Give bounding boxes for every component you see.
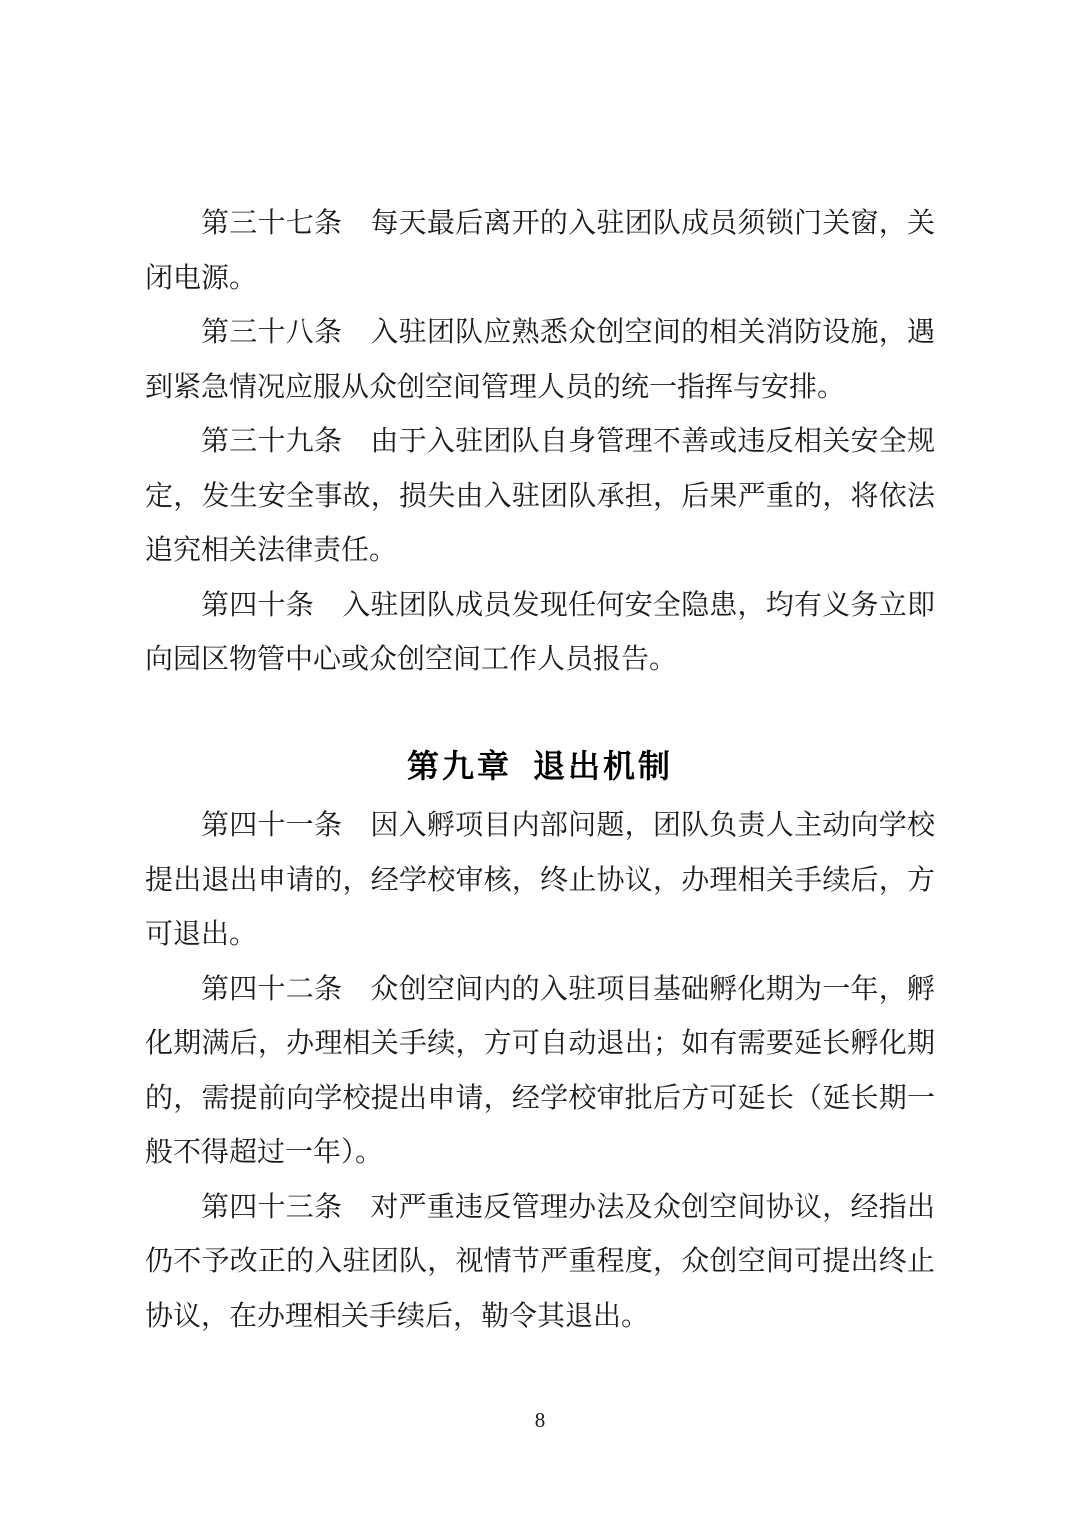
article-43-paragraph: 第四十三条 对严重违反管理办法及众创空间协议，经指出仍不予改正的入驻团队，视情节严重程度，众创空间可提出终止协议，在办理相关手续后，勒令其退出。 [145, 1191, 935, 1332]
article-40-paragraph: 第四十条 入驻团队成员发现任何安全隐患，均有义务立即向园区物管中心或众创空间工作人员报告。 [145, 589, 935, 675]
article-39-paragraph: 第三十九条 由于入驻团队自身管理不善或违反相关安全规定，发生安全事故，损失由入驻团队承担，后果严重的，将依法追究相关法律责任。 [145, 426, 935, 566]
article-42-paragraph: 第四十二条 众创空间内的入驻项目基础孵化期为一年，孵化期满后，办理相关手续，方可自动退出；如有需要延长孵化期的，需提前向学校提出申请，经学校审批后方可延长（延长期一般不得超过一年）。 [145, 973, 935, 1168]
chapter-9-heading: 第九章 退出机制 [407, 747, 673, 784]
page-number: 8 [534, 1408, 546, 1432]
article-41-paragraph: 第四十一条 因入孵项目内部问题，团队负责人主动向学校提出退出申请的，经学校审核，终止协议，办理相关手续后，方可退出。 [145, 810, 935, 950]
document-body [145, 197, 935, 1344]
article-38-paragraph: 第三十八条 入驻团队应熟悉众创空间的相关消防设施，遇到紧急情况应服从众创空间管理人员的统一指挥与安排。 [145, 317, 935, 403]
article-37-paragraph: 第三十七条 每天最后离开的入驻团队成员须锁门关窗，关闭电源。 [145, 208, 935, 294]
